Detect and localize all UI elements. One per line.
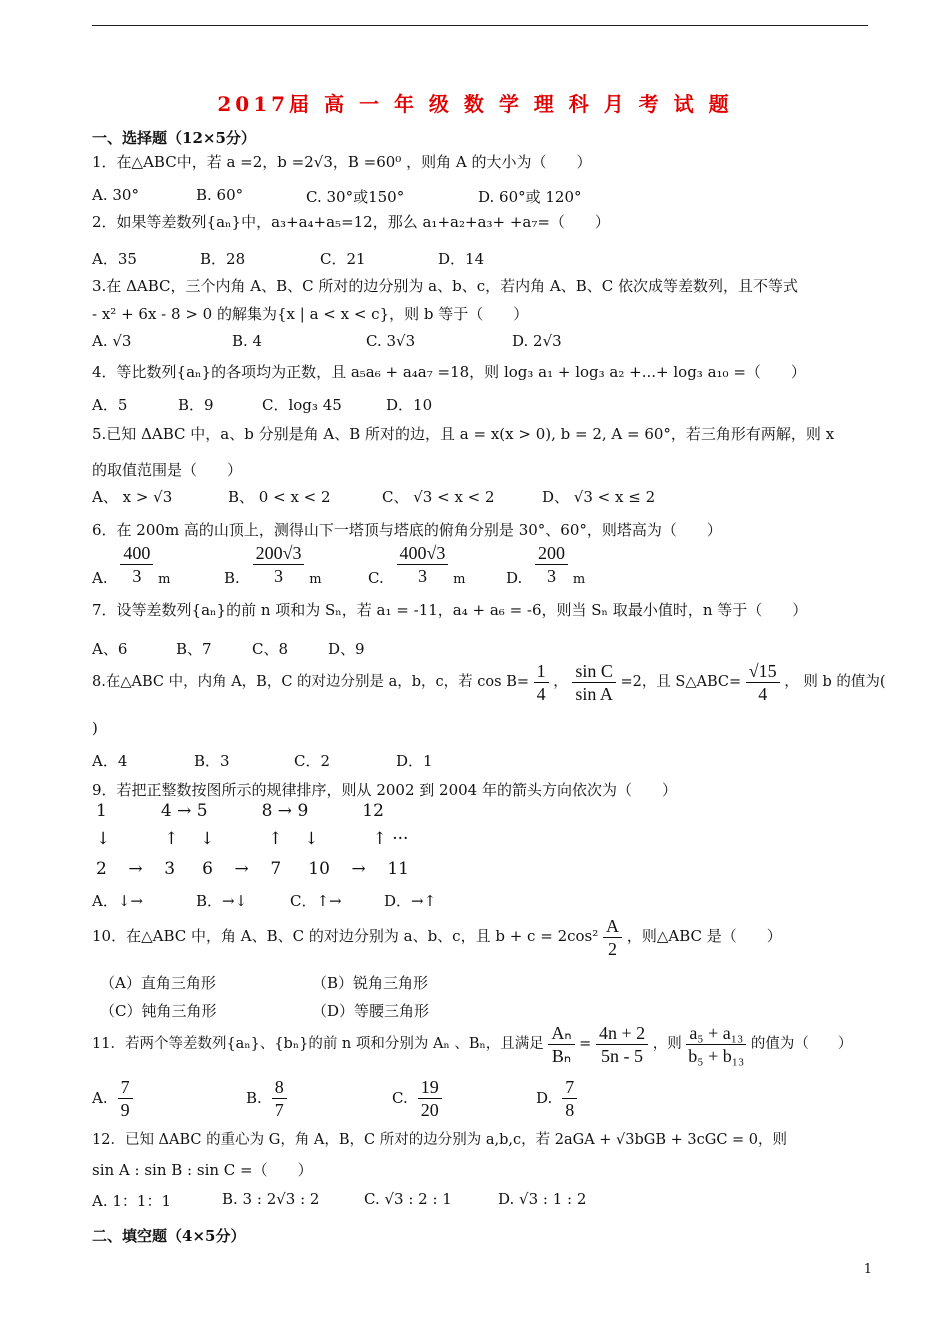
question-10: 10．在△ABC 中，角 A、B、C 的对边分别为 a、b、c，且 b + c = 2cos² $\frac{A}{2}$ ，则△ABC 是（ ） [92, 915, 782, 959]
q10-option-b: （B）锐角三角形 [312, 974, 429, 992]
q8-option-c: C．2 [294, 752, 331, 770]
q11-option-a: A. $\frac{7}{9}$ [92, 1076, 133, 1121]
q11-n-ratio-fraction: $\frac{4n + 2}{5n - 5}$ [596, 1022, 648, 1067]
q12-option-b: B. 3 : 2√3 : 2 [222, 1190, 320, 1208]
q5-option-d: D、 √3 < x ≤ 2 [542, 488, 656, 506]
question-3-line-2: - x² + 6x - 8 > 0 的解集为{x | a < x < c}，则 b 等于（ ） [92, 305, 529, 323]
q3-option-a: A. √3 [92, 332, 132, 350]
q11-option-c-fraction: $\frac{19}{20}$ [418, 1076, 442, 1121]
q9-pattern-row-2: ↓ ↑ ↓ ↑ ↓ ↑ ··· [96, 829, 409, 849]
q6-option-a-fraction: $\frac{400}{3}$ [120, 542, 153, 587]
q9-option-c: C．↑→ [290, 892, 342, 910]
q11-option-d: D. $\frac{7}{8}$ [536, 1076, 577, 1121]
question-7: 7．设等差数列{aₙ}的前 n 项和为 Sₙ，若 a₁ = -11，a₄ + a₆ = -6，则当 Sₙ 取最小值时，n 等于（ ） [92, 601, 808, 619]
question-8-line-2: ) [92, 719, 98, 737]
question-9: 9．若把正整数按图所示的规律排序，则从 2002 到 2004 年的箭头方向依次为（ ） [92, 781, 677, 799]
q11-option-c: C. $\frac{19}{20}$ [392, 1076, 442, 1121]
q5-option-c: C、 √3 < x < 2 [382, 488, 495, 506]
q1-option-d: D. 60°或 120° [478, 188, 582, 206]
q7-option-d: D、9 [328, 640, 365, 658]
question-5-line-2: 的取值范围是（ ） [92, 461, 243, 479]
q4-option-c: C．log₃ 45 [262, 396, 342, 414]
q8-area-fraction: $\frac{√15}{4}$ [746, 660, 780, 705]
q4-option-b: B．9 [178, 396, 214, 414]
q3-option-d: D. 2√3 [512, 332, 562, 350]
q6-option-a: A. $\frac{400}{3}$ m [92, 543, 171, 587]
q9-pattern-row-1: 1 4 → 5 8 → 9 12 [96, 801, 384, 821]
question-12-line-2: sin A : sin B : sin C =（ ） [92, 1161, 313, 1179]
q11-sum-ratio-fraction: $\frac{\text{Aₙ}}{\text{Bₙ}}$ [548, 1022, 574, 1067]
q12-option-a: A. 1：1：1 [92, 1192, 171, 1210]
q12-option-c: C. √3 : 2 : 1 [364, 1190, 452, 1208]
q1-option-b: B. 60° [196, 186, 244, 204]
section-choice-heading: 一、选择题（12×5分） [92, 129, 256, 147]
q8-option-d: D．1 [396, 752, 433, 770]
q5-option-b: B、 0 < x < 2 [228, 488, 331, 506]
question-1: 1．在△ABC中，若 a =2，b =2√3，B =60⁰ ，则角 A 的大小为（ ） [92, 153, 592, 171]
q11-target-fraction: $\frac{\text{a₅ + a₁₃}}{\text{b₅ + b₁₃}}$ [688, 1022, 745, 1066]
question-6: 6．在 200m 高的山顶上，测得山下一塔顶与塔底的俯角分别是 30°、60°，则塔高为（ ） [92, 521, 722, 539]
q4-option-d: D．10 [386, 396, 433, 414]
q6-option-c-fraction: $\frac{400√3}{3}$ [397, 542, 449, 587]
q3-option-b: B. 4 [232, 332, 263, 350]
question-3-line-1: 3.在 ΔABC，三个内角 A、B、C 所对的边分别为 a、b、c，若内角 A、B、C 依次成等差数列，且不等式 [92, 277, 798, 295]
section-fill-heading: 二、填空题（4×5分） [92, 1227, 246, 1245]
q7-option-b: B、7 [176, 640, 212, 658]
question-4: 4．等比数列{aₙ}的各项均为正数，且 a₅a₆ + a₄a₇ =18，则 log₃ a₁ + log₃ a₂ +...+ log₃ a₁₀ =（ ） [92, 363, 806, 381]
q8-option-b: B．3 [194, 752, 230, 770]
q2-option-c: C．21 [320, 250, 366, 268]
question-2: 2．如果等差数列{aₙ}中，a₃+a₄+a₅=12，那么 a₁+a₂+a₃+ +a₇=（ ） [92, 213, 610, 231]
question-5-line-1: 5.已知 ΔABC 中，a、b 分别是角 A、B 所对的边，且 a = x(x > 0), b = 2, A = 60°，若三角形有两解，则 x [92, 425, 835, 443]
exam-title: 2017届 高 一 年 级 数 学 理 科 月 考 试 题 [217, 92, 733, 116]
q10-option-d: （D）等腰三角形 [312, 1002, 430, 1020]
q9-option-b: B．→↓ [196, 892, 248, 910]
q2-option-d: D．14 [438, 250, 485, 268]
q12-option-d: D. √3 : 1 : 2 [498, 1190, 587, 1208]
q1-option-c: C. 30°或150° [306, 188, 405, 206]
q10-option-a: （A）直角三角形 [100, 974, 216, 992]
q11-option-b-fraction: $\frac{8}{7}$ [272, 1076, 287, 1121]
q9-option-a: A．↓→ [92, 892, 143, 910]
q9-option-d: D．→↑ [384, 892, 437, 910]
q10-option-c: （C）钝角三角形 [100, 1002, 217, 1020]
q9-pattern-row-3: 2 → 3 6 → 7 10 → 11 [96, 859, 409, 879]
q11-option-a-fraction: $\frac{7}{9}$ [118, 1076, 133, 1121]
q6-option-b-fraction: $\frac{200√3}{3}$ [253, 542, 305, 587]
q11-option-d-fraction: $\frac{7}{8}$ [562, 1076, 577, 1121]
q4-option-a: A．5 [92, 396, 128, 414]
header-rule [92, 25, 868, 26]
page-number: 1 [863, 1262, 872, 1277]
q6-option-d-fraction: $\frac{200}{3}$ [535, 542, 568, 587]
q5-option-a: A、 x > √3 [92, 488, 173, 506]
q7-option-a: A、6 [92, 640, 128, 658]
question-11: 11．若两个等差数列{aₙ}、{bₙ}的前 n 项和分别为 Aₙ 、Bₙ，且满足 $\frac{\text{Aₙ}}{\text{Bₙ}}$ = $\frac{4n + 2}{5n - 5}$ ，则 $\frac{\text{a₅ + a₁₃}}{\text{b₅ + b₁₃}}$ 的值为（ ） [92, 1022, 853, 1066]
q2-option-a: A．35 [92, 250, 137, 268]
q3-option-c: C. 3√3 [366, 332, 416, 350]
q1-option-a: A. 30° [92, 186, 139, 204]
q8-option-a: A．4 [92, 752, 128, 770]
q2-option-b: B．28 [200, 250, 246, 268]
q6-option-c: C. $\frac{400√3}{3}$ m [368, 543, 466, 587]
q6-option-b: B. $\frac{200√3}{3}$ m [224, 543, 322, 587]
question-12-line-1: 12．已知 ΔABC 的重心为 G，角 A，B，C 所对的边分别为 a,b,c，若 2aGA + √3bGB + 3cGC = 0，则 [92, 1132, 788, 1148]
q8-cosb-fraction: $\frac{1}{4}$ [534, 660, 549, 705]
q11-option-b: B. $\frac{8}{7}$ [246, 1076, 287, 1121]
q8-sin-ratio-fraction: $\frac{\text{sin C}}{\text{sin A}}$ [572, 660, 616, 705]
q6-option-d: D. $\frac{200}{3}$ m [506, 543, 586, 587]
q10-half-angle-fraction: $\frac{A}{2}$ [603, 915, 622, 960]
q7-option-c: C、8 [252, 640, 289, 658]
question-8-line-1: 8.在△ABC 中，内角 A，B，C 的对边分别是 a，b，c，若 cos B= $\frac{1}{4}$ ， $\frac{\text{sin C}}{\text{sin A}}$ =2，且 S△ABC= $\frac{√15}{4}$ ， 则 b 的值为( [92, 660, 886, 704]
